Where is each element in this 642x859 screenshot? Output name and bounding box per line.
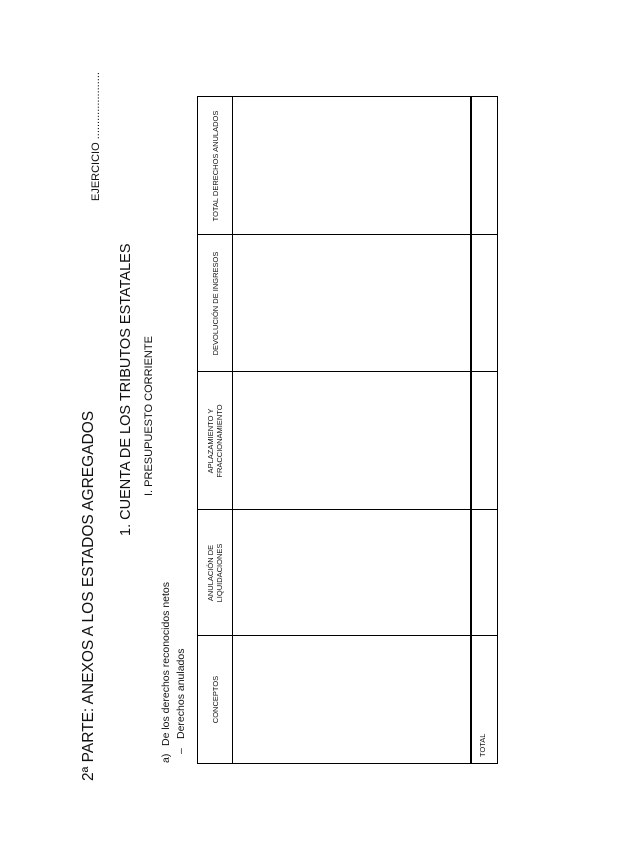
section-title: 1. CUENTA DE LOS TRIBUTOS ESTATALES	[118, 243, 134, 536]
col-divider	[198, 371, 497, 372]
anulados-table	[197, 96, 498, 764]
col-header-devolucion: DEVOLUCIÓN DE INGRESOS	[210, 251, 220, 356]
col-header-aplazamiento: APLAZAMIENTO Y FRACCIONAMIENTO	[206, 404, 224, 478]
item-sub-text: Derechos anulados	[175, 648, 187, 739]
item-a-text: De los derechos reconocidos netos	[160, 581, 172, 746]
item-a-letter: a)	[160, 753, 172, 763]
part-title: 2ª PARTE: ANEXOS A LOS ESTADOS AGREGADOS	[80, 410, 97, 781]
col-header-conceptos: CONCEPTOS	[210, 675, 220, 724]
subsection-title: I. PRESUPUESTO CORRIENTE	[143, 336, 155, 496]
col-header-anulacion: ANULACIÓN DE LIQUIDACIONES	[206, 543, 224, 603]
header-row-divider	[232, 97, 233, 763]
col-divider	[198, 234, 497, 235]
col-header-total-derechos: TOTAL DERECHOS ANULADOS	[210, 110, 220, 222]
ejercicio-field: EJERCICIO ......................	[90, 72, 102, 201]
col-divider	[198, 509, 497, 510]
total-label: TOTAL	[478, 733, 487, 757]
item-dash: –	[175, 748, 187, 754]
total-row-divider	[470, 97, 472, 763]
col-divider	[198, 635, 497, 636]
